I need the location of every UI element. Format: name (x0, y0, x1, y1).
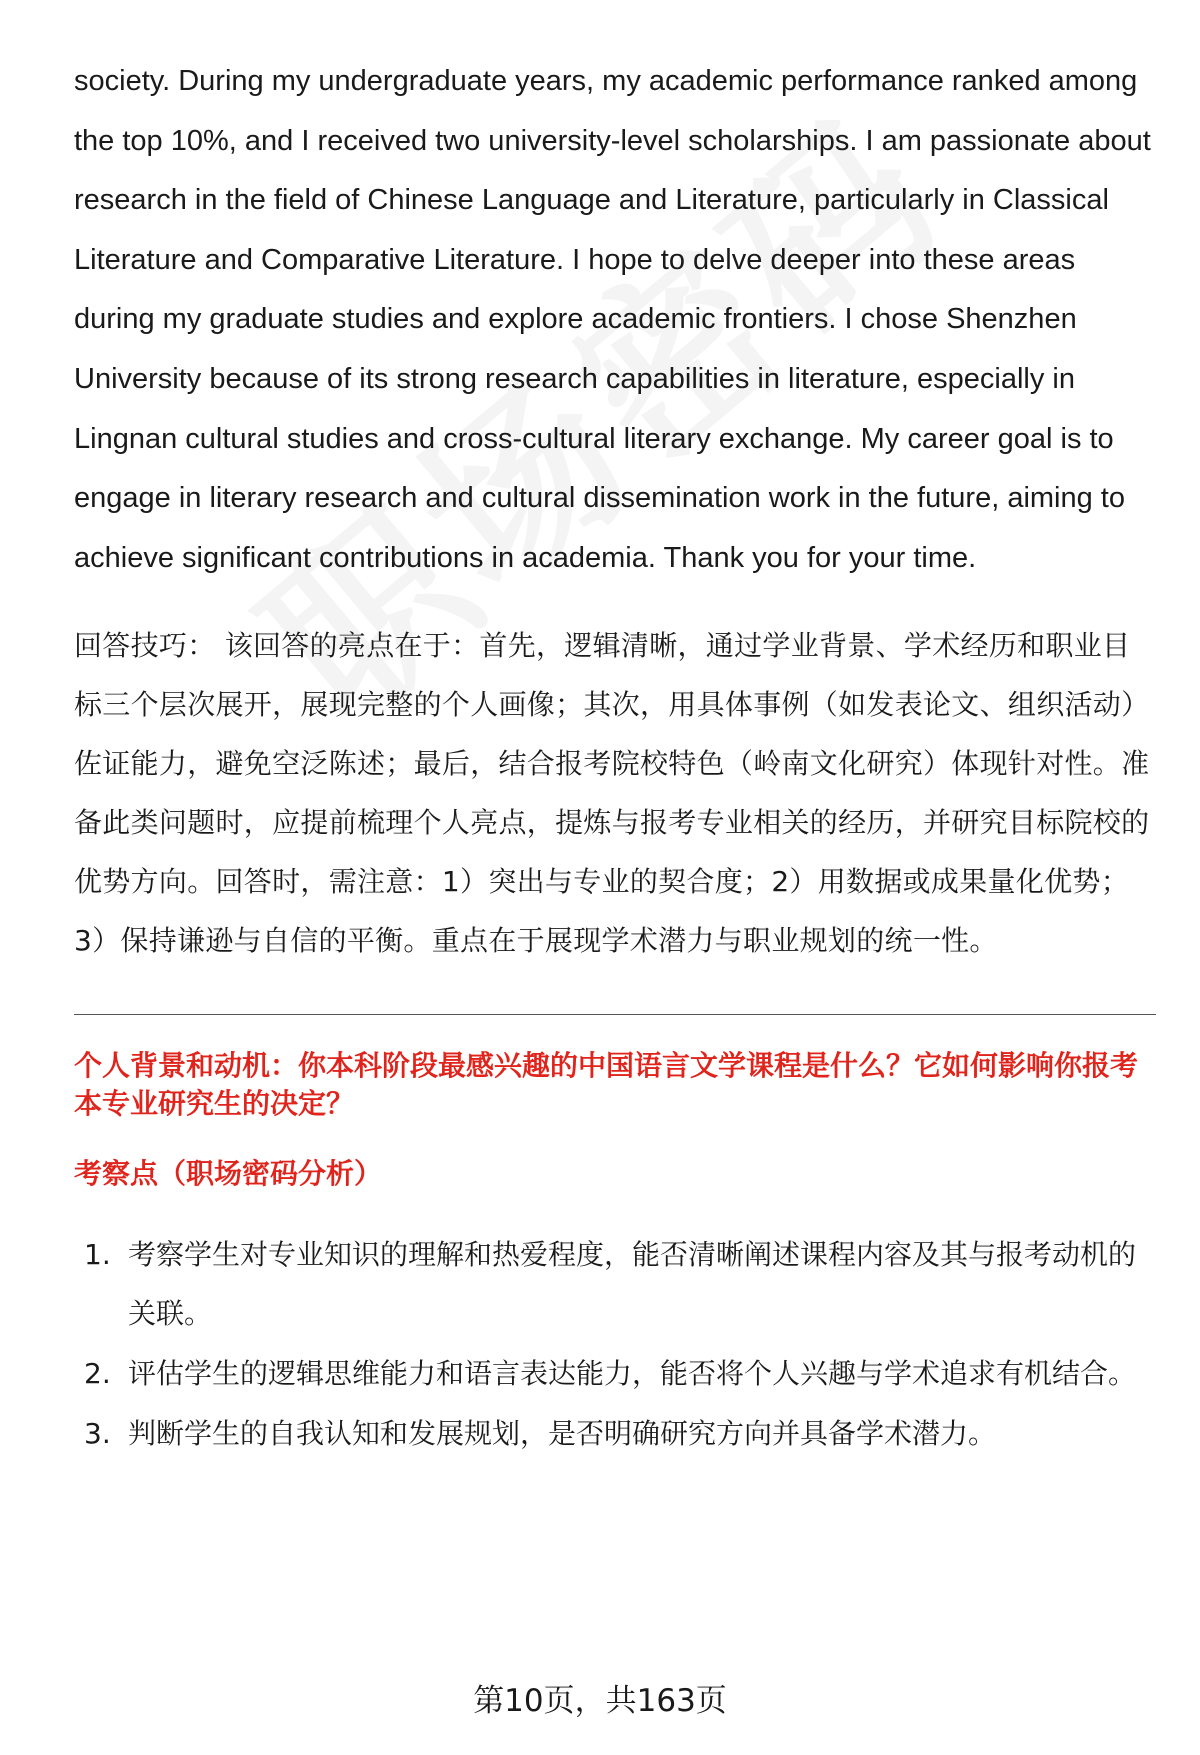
list-item-number: 3. (84, 1417, 111, 1451)
list-item-text: 考察学生对专业知识的理解和热爱程度，能否清晰阐述课程内容及其与报考动机的关联。 (128, 1238, 1137, 1331)
list-item-number: 1. (84, 1238, 111, 1272)
list-item-text: 判断学生的自我认知和发展规划，是否明确研究方向并具备学术潜力。 (128, 1417, 997, 1451)
answer-paragraph: society. During my undergraduate years, my academic performance ranked among the top 10%, and I received two university-level scholarships. I am passionate about research in the field of Chinese Language and Literature, particularly in Classical Literature and Comparative Literature. I hope to delve deeper into these areas during my graduate studies and explore academic frontiers. I chose Shenzhen University because of its strong research capabilities in literature, especially in Lingnan cultural studies and cross-cultural literary exchange. My career goal is to engage in literary research and cultural dissemination work in the future, aiming to achieve significant contributions in academia. Thank you for your time. (74, 65, 1151, 574)
list-item (74, 1225, 1154, 1343)
section-divider (74, 1014, 1156, 1015)
list-item-text: 评估学生的逻辑思维能力和语言表达能力，能否将个人兴趣与学术追求有机结合。 (128, 1357, 1137, 1391)
assessment-points-list (74, 1225, 1154, 1463)
answer-tips-paragraph: 回答技巧： 该回答的亮点在于：首先，逻辑清晰，通过学业背景、学术经历和职业目标三个层次展开，展现完整的个人画像；其次，用具体事例（如发表论文、组织活动）佐证能力，避免空泛陈述；最后，结合报考院校特色（岭南文化研究）体现针对性。准备此类问题时，应提前梳理个人亮点，提炼与报考专业相关的经历，并研究目标院校的优势方向。回答时，需注意：1）突出与专业的契合度；2）用数据或成果量化优势；3）保持谦逊与自信的平衡。重点在于展现学术潜力与职业规划的统一性。 (74, 629, 1150, 958)
page-content (74, 52, 1154, 1464)
assessment-points-heading: 考察点（职场密码分析） (74, 1157, 383, 1191)
page-number-footer: 第10页，共163页 (473, 1683, 727, 1719)
list-item (74, 1344, 1154, 1403)
list-item (74, 1404, 1154, 1463)
question-heading: 个人背景和动机：你本科阶段最感兴趣的中国语言文学课程是什么？它如何影响你报考本专业研究生的决定？ (74, 1049, 1139, 1121)
list-item-number: 2. (84, 1357, 111, 1391)
